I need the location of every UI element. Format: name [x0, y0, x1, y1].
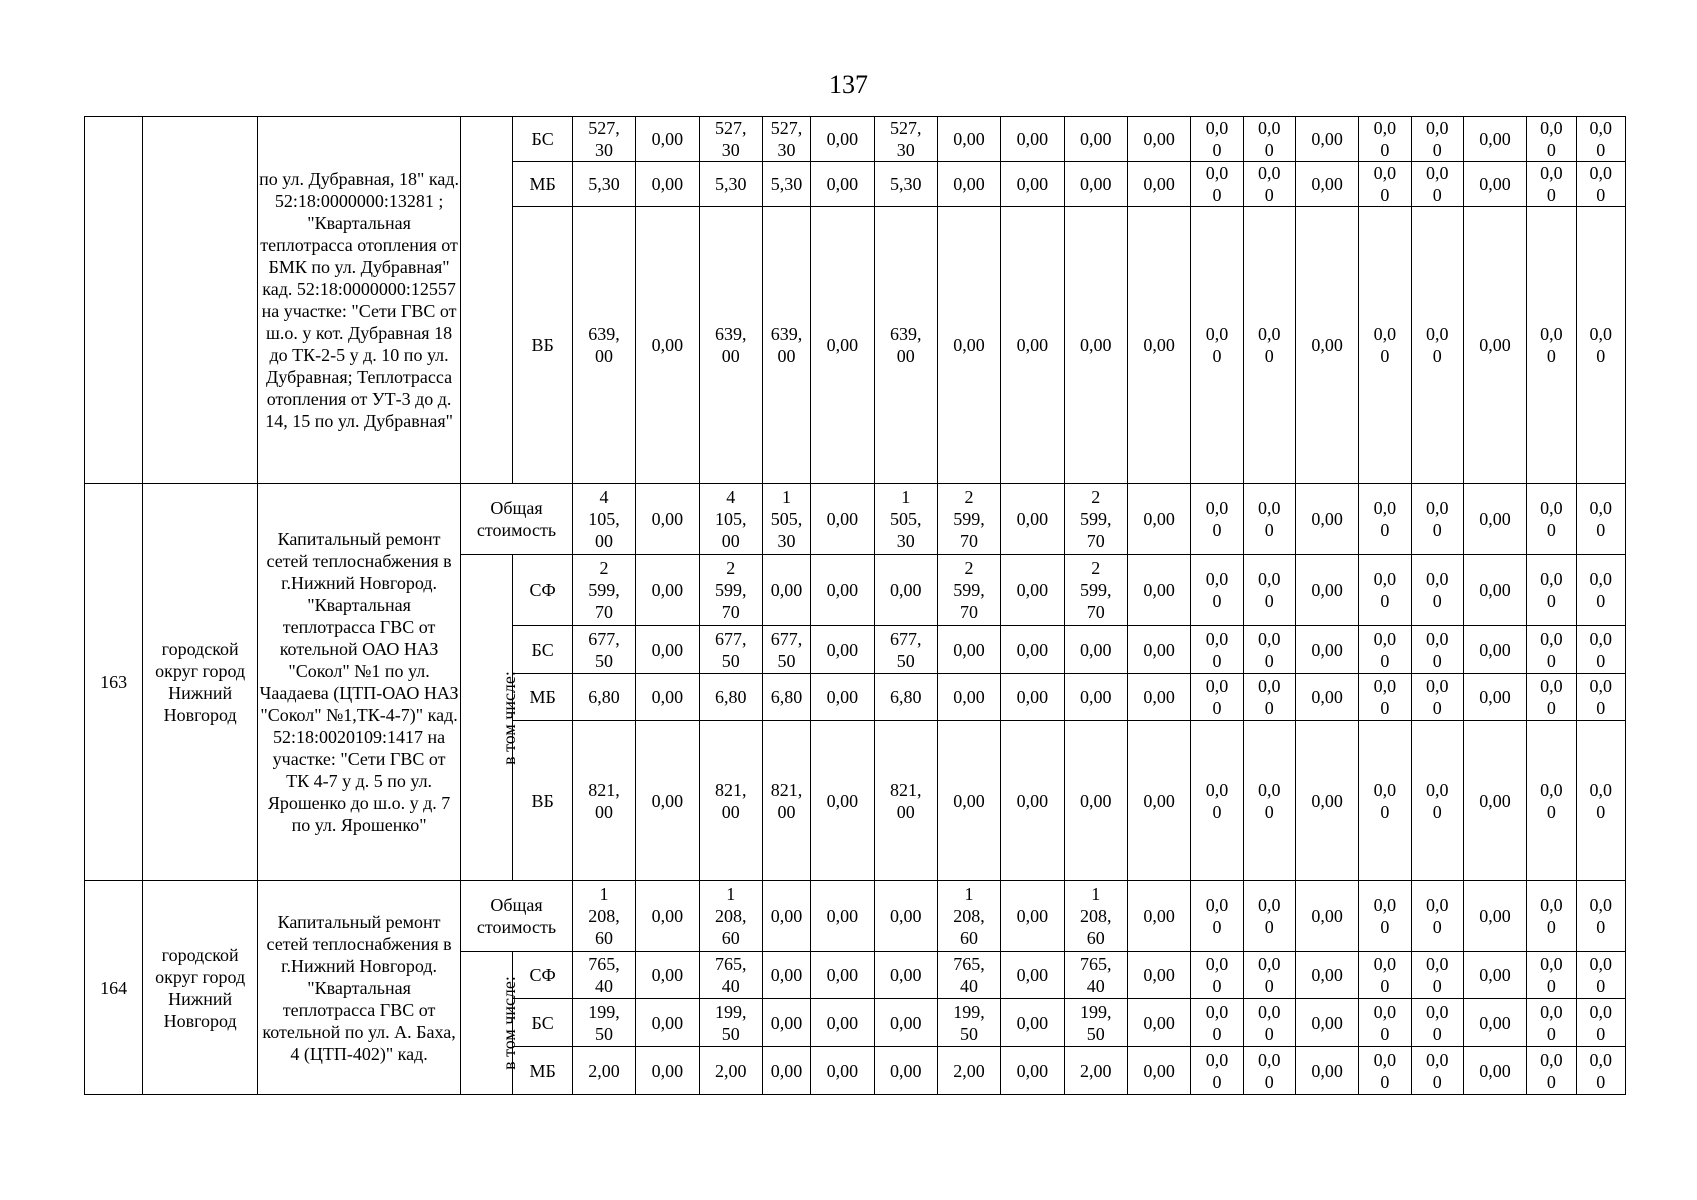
value-cell: 0,00	[937, 117, 1000, 162]
value-cell: 0,00	[1463, 117, 1526, 162]
value-cell: 0,00	[1127, 952, 1190, 999]
value-cell: 0,00	[937, 626, 1000, 674]
value-cell: 0,00	[874, 881, 937, 952]
value-cell: 0,0 0	[1411, 117, 1463, 162]
funding-source-code: МБ	[513, 162, 572, 207]
value-cell: 1 208, 60	[937, 881, 1000, 952]
value-cell: 0,00	[636, 952, 699, 999]
value-cell: 821, 00	[699, 721, 762, 881]
value-cell: 199, 50	[1064, 999, 1127, 1047]
value-cell: 0,00	[636, 555, 699, 626]
value-cell: 0,00	[1463, 721, 1526, 881]
funding-source-code: ВБ	[513, 207, 572, 484]
value-cell: 0,00	[1127, 555, 1190, 626]
value-cell: 0,00	[1064, 674, 1127, 721]
value-cell: 199, 50	[699, 999, 762, 1047]
value-cell: 0,00	[1463, 484, 1526, 555]
value-cell: 2,00	[572, 1047, 635, 1095]
value-cell: 0,00	[1295, 162, 1358, 207]
value-cell: 0,00	[811, 207, 874, 484]
value-cell: 0,00	[811, 626, 874, 674]
value-cell: 0,0 0	[1576, 999, 1626, 1047]
value-cell: 2 599, 70	[937, 555, 1000, 626]
value-cell: 0,0 0	[1243, 117, 1295, 162]
value-cell: 0,00	[1463, 162, 1526, 207]
value-cell: 0,00	[937, 721, 1000, 881]
value-cell: 0,00	[1127, 162, 1190, 207]
value-cell: 0,00	[1463, 555, 1526, 626]
value-cell: 0,0 0	[1243, 555, 1295, 626]
total-cost-label: Общая стоимость	[461, 484, 573, 555]
value-cell: 0,0 0	[1411, 555, 1463, 626]
value-cell: 0,00	[636, 162, 699, 207]
value-cell: 0,0 0	[1527, 999, 1576, 1047]
value-cell: 677, 50	[874, 626, 937, 674]
total-cost-label: Общая стоимость	[461, 881, 573, 952]
value-cell: 0,0 0	[1243, 881, 1295, 952]
value-cell: 0,0 0	[1576, 952, 1626, 999]
value-cell: 0,00	[1064, 721, 1127, 881]
value-cell: 765, 40	[937, 952, 1000, 999]
value-cell: 0,0 0	[1243, 207, 1295, 484]
value-cell: 0,0 0	[1191, 1047, 1243, 1095]
value-cell: 0,0 0	[1527, 721, 1576, 881]
value-cell: 0,0 0	[1576, 555, 1626, 626]
value-cell: 0,00	[874, 555, 937, 626]
funding-source-code: МБ	[513, 1047, 572, 1095]
funding-source-code: МБ	[513, 674, 572, 721]
value-cell: 0,00	[874, 1047, 937, 1095]
value-cell: 2,00	[1064, 1047, 1127, 1095]
value-cell: 0,0 0	[1359, 207, 1411, 484]
value-cell: 0,00	[1295, 117, 1358, 162]
value-cell: 4 105, 00	[572, 484, 635, 555]
value-cell: 527, 30	[874, 117, 937, 162]
value-cell: 6,80	[874, 674, 937, 721]
value-cell: 0,00	[1295, 555, 1358, 626]
funding-source-code: СФ	[513, 952, 572, 999]
value-cell: 0,0 0	[1191, 721, 1243, 881]
value-cell: 0,00	[1001, 999, 1064, 1047]
project-description: Капитальный ремонт сетей теплоснабжения в г.Нижний Новгород. "Квартальная теплотрасса ГВС от котельной по ул. А. Баха, 4 (ЦТП-402)" кад.	[257, 881, 460, 1095]
value-cell: 0,0 0	[1527, 1047, 1576, 1095]
value-cell: 0,00	[1295, 626, 1358, 674]
funding-source-code: БС	[513, 626, 572, 674]
value-cell: 5,30	[762, 162, 810, 207]
value-cell: 6,80	[572, 674, 635, 721]
value-cell: 0,00	[1295, 484, 1358, 555]
value-cell: 0,0 0	[1527, 207, 1576, 484]
value-cell: 0,0 0	[1411, 162, 1463, 207]
value-cell: 0,0 0	[1576, 626, 1626, 674]
value-cell: 6,80	[699, 674, 762, 721]
value-cell: 2 599, 70	[1064, 484, 1127, 555]
including-label	[461, 952, 520, 1095]
value-cell: 0,00	[1001, 555, 1064, 626]
value-cell: 0,0 0	[1191, 484, 1243, 555]
value-cell: 5,30	[572, 162, 635, 207]
value-cell: 0,00	[636, 721, 699, 881]
value-cell: 0,0 0	[1243, 626, 1295, 674]
value-cell: 0,00	[1001, 484, 1064, 555]
value-cell: 0,0 0	[1359, 952, 1411, 999]
value-cell: 0,0 0	[1243, 162, 1295, 207]
row-number: 163	[85, 484, 143, 881]
value-cell: 0,0 0	[1359, 484, 1411, 555]
value-cell: 0,0 0	[1191, 881, 1243, 952]
value-cell: 0,00	[1463, 999, 1526, 1047]
value-cell: 0,0 0	[1191, 999, 1243, 1047]
value-cell: 639, 00	[762, 207, 810, 484]
funding-source-code: БС	[513, 117, 572, 162]
value-cell: 0,0 0	[1576, 484, 1626, 555]
value-cell: 6,80	[762, 674, 810, 721]
value-cell: 0,0 0	[1191, 674, 1243, 721]
value-cell: 0,0 0	[1243, 674, 1295, 721]
value-cell: 0,0 0	[1576, 117, 1626, 162]
including-label	[461, 117, 513, 484]
value-cell: 0,00	[1127, 881, 1190, 952]
value-cell: 0,00	[1295, 721, 1358, 881]
value-cell: 0,0 0	[1527, 484, 1576, 555]
value-cell: 199, 50	[572, 999, 635, 1047]
value-cell: 0,0 0	[1576, 721, 1626, 881]
value-cell: 0,0 0	[1527, 117, 1576, 162]
value-cell: 0,00	[636, 117, 699, 162]
value-cell: 0,0 0	[1243, 999, 1295, 1047]
value-cell: 0,00	[1295, 674, 1358, 721]
value-cell: 1 208, 60	[699, 881, 762, 952]
value-cell: 0,00	[1463, 881, 1526, 952]
value-cell: 0,00	[636, 626, 699, 674]
value-cell: 0,00	[636, 484, 699, 555]
value-cell: 0,00	[1001, 674, 1064, 721]
value-cell: 0,0 0	[1411, 207, 1463, 484]
value-cell: 0,00	[811, 555, 874, 626]
value-cell: 0,00	[1127, 674, 1190, 721]
row-number	[85, 117, 143, 484]
value-cell: 0,00	[811, 721, 874, 881]
value-cell: 0,00	[1463, 674, 1526, 721]
value-cell: 0,0 0	[1576, 881, 1626, 952]
value-cell: 0,00	[811, 117, 874, 162]
page-number: 137	[829, 70, 868, 99]
value-cell: 0,00	[1001, 207, 1064, 484]
funding-source-code: БС	[513, 999, 572, 1047]
value-cell: 0,00	[762, 999, 810, 1047]
value-cell: 0,00	[1127, 117, 1190, 162]
value-cell: 2 599, 70	[572, 555, 635, 626]
project-description: по ул. Дубравная, 18" кад. 52:18:0000000:13281 ; "Квартальная теплотрасса отопления от БМК по ул. Дубравная" кад. 52:18:0000000:12557 на участке: "Сети ГВС от ш.о. у кот. Дубравная 18 до ТК-2-5 у д. 10 по ул. Дубравная; Теплотрасса отопления от УТ-3 до д. 14, 15 по ул. Дубравная"	[257, 117, 460, 484]
region-cell: городской округ город Нижний Новгород	[143, 881, 258, 1095]
value-cell: 0,0 0	[1191, 207, 1243, 484]
value-cell: 0,00	[1295, 1047, 1358, 1095]
value-cell: 527, 30	[699, 117, 762, 162]
value-cell: 0,00	[1463, 626, 1526, 674]
value-cell: 0,00	[1064, 117, 1127, 162]
value-cell: 0,0 0	[1359, 674, 1411, 721]
value-cell: 0,0 0	[1411, 674, 1463, 721]
value-cell: 0,00	[636, 1047, 699, 1095]
value-cell: 0,00	[811, 999, 874, 1047]
value-cell: 0,0 0	[1527, 881, 1576, 952]
including-text: в том числе:	[499, 976, 520, 1070]
value-cell: 0,00	[937, 162, 1000, 207]
value-cell: 0,00	[636, 999, 699, 1047]
value-cell: 527, 30	[762, 117, 810, 162]
value-cell: 0,0 0	[1527, 626, 1576, 674]
budget-table	[84, 116, 1626, 1095]
value-cell: 0,0 0	[1527, 555, 1576, 626]
value-cell: 0,00	[811, 952, 874, 999]
value-cell: 0,00	[1463, 952, 1526, 999]
value-cell: 0,00	[811, 1047, 874, 1095]
table-row-total	[85, 881, 1626, 952]
value-cell: 0,0 0	[1243, 1047, 1295, 1095]
value-cell: 0,00	[1295, 881, 1358, 952]
value-cell: 0,00	[1001, 952, 1064, 999]
value-cell: 0,0 0	[1411, 881, 1463, 952]
value-cell: 1 208, 60	[1064, 881, 1127, 952]
value-cell: 0,0 0	[1191, 626, 1243, 674]
value-cell: 0,00	[1127, 1047, 1190, 1095]
row-number: 164	[85, 881, 143, 1095]
value-cell: 0,00	[1001, 626, 1064, 674]
value-cell: 2 599, 70	[1064, 555, 1127, 626]
value-cell: 0,00	[762, 881, 810, 952]
value-cell: 0,00	[811, 162, 874, 207]
value-cell: 0,00	[937, 207, 1000, 484]
including-text: в том числе:	[499, 670, 520, 765]
value-cell: 0,0 0	[1576, 674, 1626, 721]
value-cell: 0,0 0	[1527, 952, 1576, 999]
value-cell: 821, 00	[874, 721, 937, 881]
value-cell: 0,00	[1001, 117, 1064, 162]
value-cell: 0,0 0	[1359, 555, 1411, 626]
region-cell	[143, 117, 258, 484]
funding-source-code: СФ	[513, 555, 572, 626]
value-cell: 0,0 0	[1411, 721, 1463, 881]
value-cell: 0,0 0	[1411, 484, 1463, 555]
value-cell: 0,0 0	[1411, 999, 1463, 1047]
value-cell: 0,0 0	[1359, 1047, 1411, 1095]
table-row-total	[85, 484, 1626, 555]
value-cell: 0,00	[762, 555, 810, 626]
value-cell: 0,00	[1127, 207, 1190, 484]
value-cell: 0,0 0	[1411, 952, 1463, 999]
value-cell: 0,00	[1001, 881, 1064, 952]
value-cell: 639, 00	[874, 207, 937, 484]
value-cell: 2 599, 70	[699, 555, 762, 626]
value-cell: 0,00	[636, 881, 699, 952]
value-cell: 199, 50	[937, 999, 1000, 1047]
value-cell: 765, 40	[572, 952, 635, 999]
value-cell: 1 505, 30	[874, 484, 937, 555]
value-cell: 639, 00	[699, 207, 762, 484]
value-cell: 0,00	[811, 881, 874, 952]
value-cell: 1 208, 60	[572, 881, 635, 952]
value-cell: 0,00	[811, 674, 874, 721]
value-cell: 0,00	[636, 207, 699, 484]
value-cell: 0,0 0	[1359, 117, 1411, 162]
value-cell: 0,00	[1001, 1047, 1064, 1095]
value-cell: 0,0 0	[1191, 162, 1243, 207]
value-cell: 4 105, 00	[699, 484, 762, 555]
value-cell: 0,0 0	[1576, 207, 1626, 484]
value-cell: 0,00	[1064, 626, 1127, 674]
value-cell: 0,00	[1001, 721, 1064, 881]
value-cell: 0,0 0	[1243, 952, 1295, 999]
value-cell: 0,00	[1001, 162, 1064, 207]
value-cell: 0,00	[1295, 207, 1358, 484]
value-cell: 821, 00	[762, 721, 810, 881]
value-cell: 5,30	[874, 162, 937, 207]
value-cell: 677, 50	[699, 626, 762, 674]
value-cell: 0,0 0	[1359, 721, 1411, 881]
table-row	[85, 117, 1626, 162]
value-cell: 0,0 0	[1359, 626, 1411, 674]
project-description: Капитальный ремонт сетей теплоснабжения в г.Нижний Новгород. "Квартальная теплотрасса ГВС от котельной ОАО НАЗ "Сокол" №1 по ул. Чаадаева (ЦТП-ОАО НАЗ "Сокол" №1,ТК-4-7)" кад. 52:18:0020109:1417 на участке: "Сети ГВС от ТК 4-7 у д. 5 по ул. Ярошенко до ш.о. у д. 7 по ул. Ярошенко"	[257, 484, 460, 881]
value-cell: 0,00	[636, 674, 699, 721]
value-cell: 0,00	[874, 999, 937, 1047]
value-cell: 0,0 0	[1191, 555, 1243, 626]
value-cell: 0,00	[1127, 626, 1190, 674]
value-cell: 0,00	[937, 674, 1000, 721]
region-cell: городской округ город Нижний Новгород	[143, 484, 258, 881]
value-cell: 2,00	[937, 1047, 1000, 1095]
value-cell: 0,00	[1463, 207, 1526, 484]
including-label	[461, 555, 520, 881]
value-cell: 0,00	[811, 484, 874, 555]
value-cell: 0,00	[1463, 1047, 1526, 1095]
value-cell: 2,00	[699, 1047, 762, 1095]
value-cell: 0,00	[1127, 999, 1190, 1047]
value-cell: 0,0 0	[1243, 721, 1295, 881]
value-cell: 0,0 0	[1576, 1047, 1626, 1095]
value-cell: 0,0 0	[1527, 674, 1576, 721]
value-cell: 5,30	[699, 162, 762, 207]
value-cell: 0,00	[1295, 952, 1358, 999]
value-cell: 0,00	[1127, 721, 1190, 881]
value-cell: 765, 40	[699, 952, 762, 999]
value-cell: 0,0 0	[1359, 162, 1411, 207]
value-cell: 0,0 0	[1191, 952, 1243, 999]
value-cell: 0,0 0	[1527, 162, 1576, 207]
funding-source-code: ВБ	[513, 721, 572, 881]
value-cell: 639, 00	[572, 207, 635, 484]
value-cell: 527, 30	[572, 117, 635, 162]
value-cell: 0,00	[1127, 484, 1190, 555]
value-cell: 677, 50	[762, 626, 810, 674]
value-cell: 0,00	[874, 952, 937, 999]
value-cell: 0,0 0	[1576, 162, 1626, 207]
value-cell: 0,0 0	[1359, 881, 1411, 952]
value-cell: 2 599, 70	[937, 484, 1000, 555]
value-cell: 0,0 0	[1411, 1047, 1463, 1095]
value-cell: 0,00	[762, 1047, 810, 1095]
value-cell: 0,00	[1064, 207, 1127, 484]
value-cell: 765, 40	[1064, 952, 1127, 999]
value-cell: 0,00	[762, 952, 810, 999]
value-cell: 821, 00	[572, 721, 635, 881]
value-cell: 677, 50	[572, 626, 635, 674]
value-cell: 0,0 0	[1191, 117, 1243, 162]
value-cell: 0,0 0	[1243, 484, 1295, 555]
value-cell: 1 505, 30	[762, 484, 810, 555]
value-cell: 0,0 0	[1411, 626, 1463, 674]
value-cell: 0,00	[1295, 999, 1358, 1047]
value-cell: 0,00	[1064, 162, 1127, 207]
value-cell: 0,0 0	[1359, 999, 1411, 1047]
